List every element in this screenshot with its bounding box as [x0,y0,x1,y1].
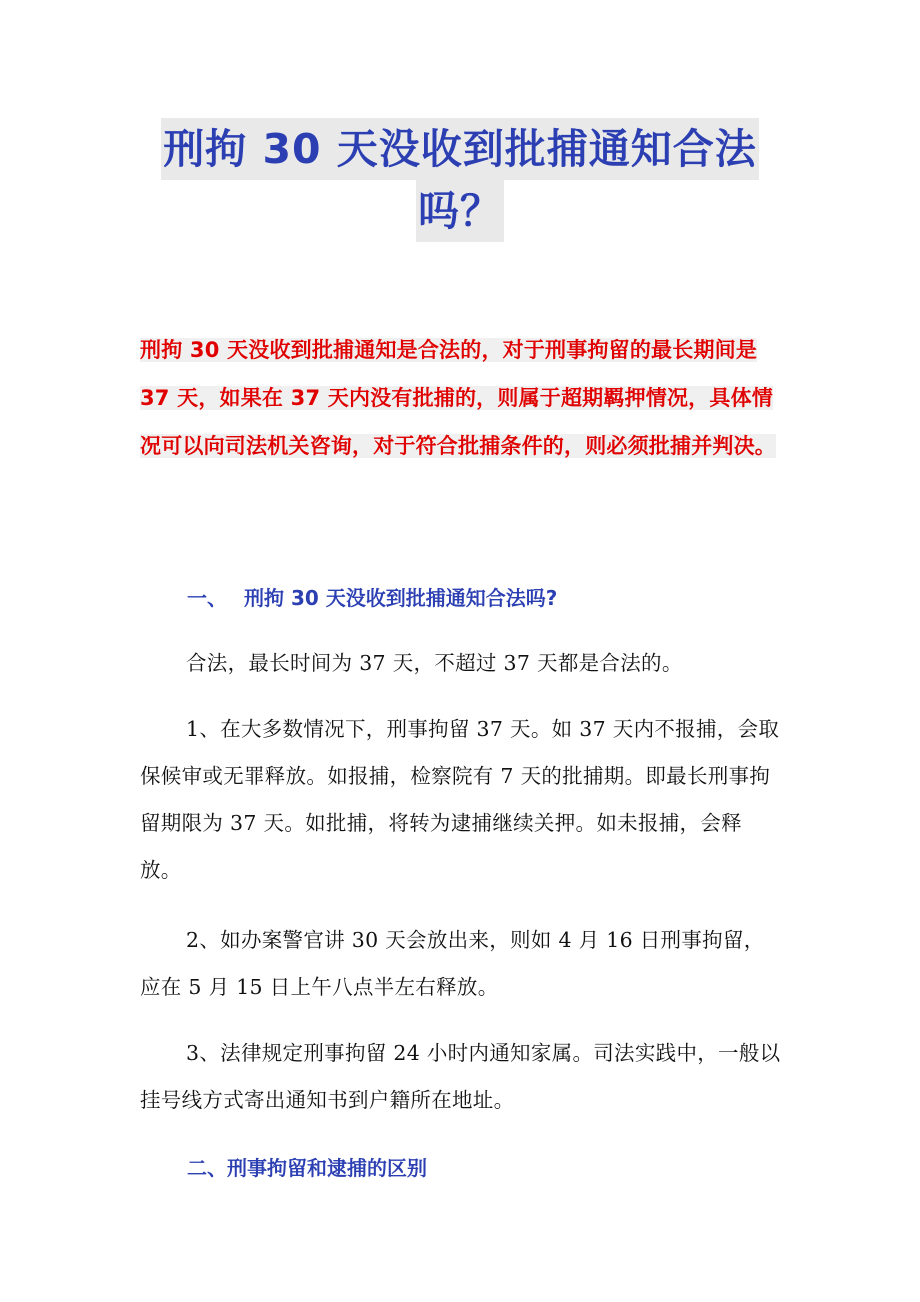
section-1-number: 一、 [187,586,227,610]
paragraph-3: 2、如办案警官讲 30 天会放出来，则如 4 月 16 日刑事拘留，应在 5 月 15 日上午八点半左右释放。 [140,928,765,999]
section-1-heading-text: 刑拘 30 天没收到批捕通知合法吗? [244,586,558,610]
title-line-1: 刑拘 30 天没收到批捕通知合法 [161,118,759,180]
document-title [146,118,774,242]
title-line-2: 吗？ [416,180,504,242]
paragraph-1: 合法，最长时间为 37 天，不超过 37 天都是合法的。 [186,651,683,675]
paragraph-2: 1、在大多数情况下，刑事拘留 37 天。如 37 天内不报捕，会取保候审或无罪释放。如报捕，检察院有 7 天的批捕期。即最长刑事拘留期限为 37 天。如批捕，将转为逮捕继续关押。如未报捕，会释放。 [140,717,780,882]
paragraph-4: 3、法律规定刑事拘留 24 小时内通知家属。司法实践中，一般以挂号线方式寄出通知书到户籍所在地址。 [140,1041,781,1112]
section-2-heading: 二、刑事拘留和逮捕的区别 [187,1156,427,1180]
summary-paragraph [140,326,782,470]
section-1-heading [187,582,557,614]
summary-text: 刑拘 30 天没收到批捕通知是合法的，对于刑事拘留的最长期间是 37 天，如果在 37 天内没有批捕的，则属于超期羁押情况，具体情况可以向司法机关咨询，对于符合批捕条件的，则必须批捕并判决。 [140,338,776,458]
